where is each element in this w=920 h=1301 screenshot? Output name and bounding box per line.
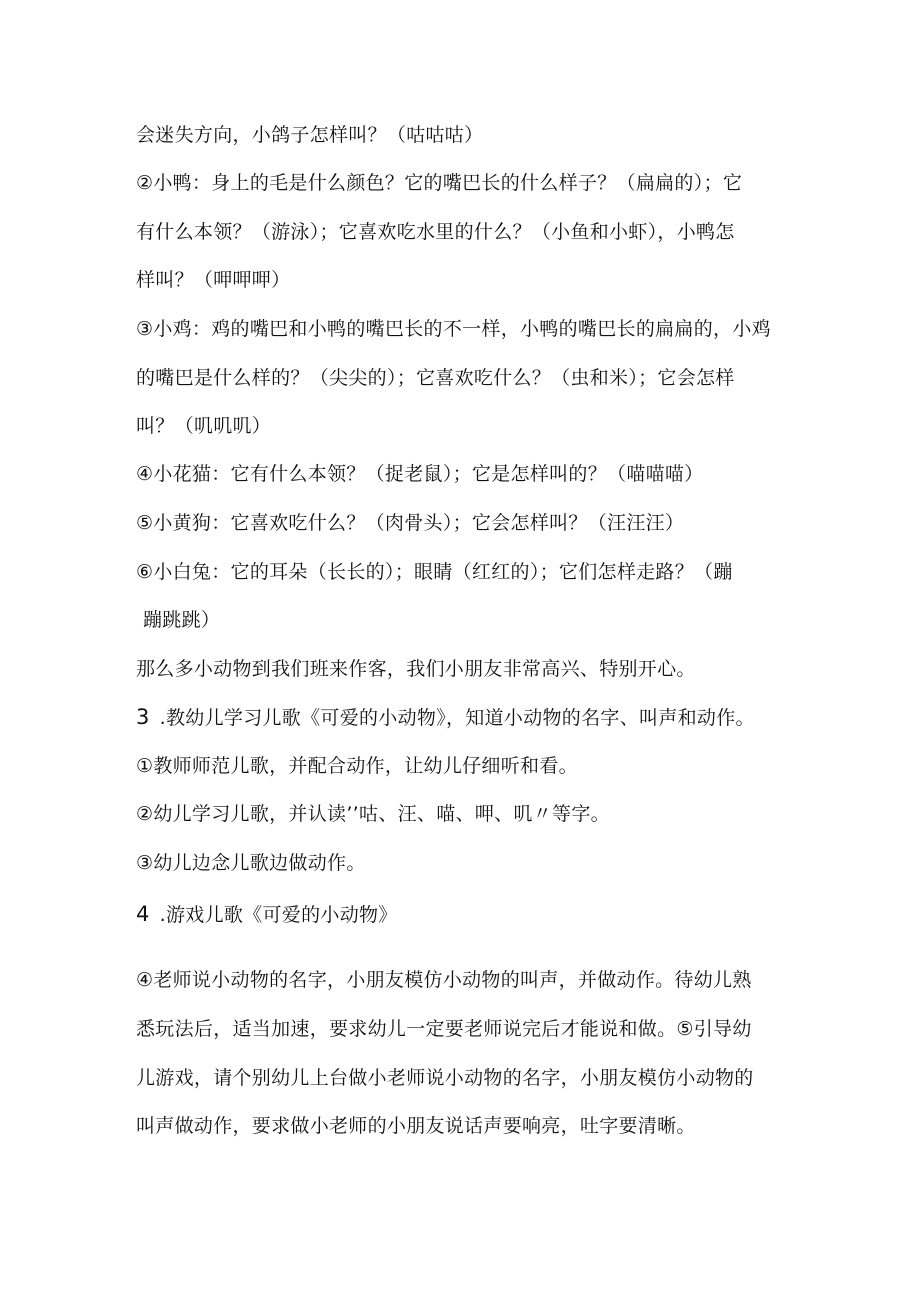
paragraph-line: ③小鸡：鸡的嘴巴和小鸭的嘴巴长的不一样，小鸭的嘴巴长的扁扁的，小鸡 [136,318,771,340]
paragraph-line: ③幼儿边念儿歌边做动作。 [136,852,366,874]
paragraph-line: 悉玩法后，适当加速，要求幼儿一定要老师说完后才能说和做。⑤引导幼 [136,1018,752,1040]
paragraph-line: 叫？（叽叽叽） [136,415,272,437]
paragraph-line: 样叫？（呷呷呷） [136,269,291,291]
paragraph-line: 蹦跳跳） [143,609,221,631]
section-heading-text: .游戏儿歌《可爱的小动物》 [159,904,398,926]
paragraph-line: 叫声做动作，要求做小老师的小朋友说话声要响亮，吐字要清晰。 [136,1115,696,1137]
paragraph-line: 有什么本领？（游泳）；它喜欢吃水里的什么？（小鱼和小虾），小鸭怎 [136,221,735,243]
paragraph-line: 那么多小动物到我们班来作客，我们小朋友非常高兴、特别开心。 [136,658,696,680]
section-heading-3 [136,704,755,731]
section-heading-text: .教幼儿学习儿歌《可爱的小动物》，知道小动物的名字、叫声和动作。 [159,707,755,729]
paragraph-line: 的嘴巴是什么样的？（尖尖的）；它喜欢吃什么？（虫和米）；它会怎样 [136,367,735,389]
paragraph-line: ⑥小白兔：它的耳朵（长长的）；眼睛（红红的）；它们怎样走路？（蹦 [136,561,733,583]
paragraph-line: ②幼儿学习儿歌，并认读’’咕、汪、喵、呷、叽〃等字。 [136,803,610,825]
paragraph-line: ①教师师范儿歌，并配合动作，让幼儿仔细听和看。 [136,755,578,777]
section-number: 3 [136,705,150,729]
paragraph-line: ④老师说小动物的名字，小朋友模仿小动物的叫声，并做动作。待幼儿熟 [136,969,752,991]
section-heading-4 [136,901,398,928]
paragraph-line: ④小花猫：它有什么本领？（捉老鼠）；它是怎样叫的？（喵喵喵） [136,463,704,485]
paragraph-line: ②小鸭：身上的毛是什么颜色？它的嘴巴长的什么样子？（扁扁的）；它 [136,172,743,194]
paragraph-line: 儿游戏，请个别幼儿上台做小老师说小动物的名字，小朋友模仿小动物的 [136,1067,754,1089]
paragraph-line: ⑤小黄狗：它喜欢吃什么？（肉骨头）；它会怎样叫？（汪汪汪） [136,512,685,534]
section-number: 4 [136,902,150,926]
paragraph-line: 会迷失方向，小鸽子怎样叫？（咕咕咕） [136,124,484,146]
